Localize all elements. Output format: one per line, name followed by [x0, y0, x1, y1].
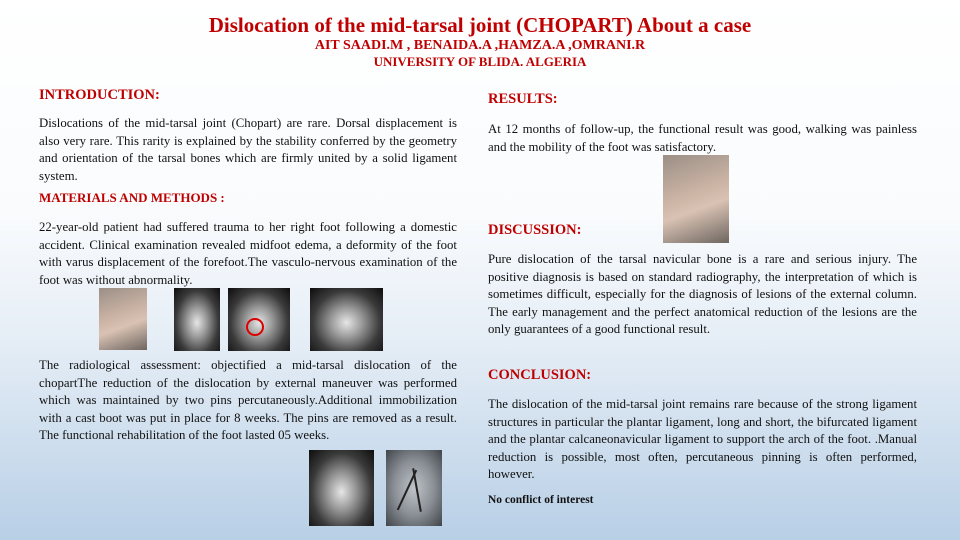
conflict-of-interest-note: No conflict of interest [488, 494, 594, 506]
pin-line [412, 468, 422, 512]
xray-foot-oblique-annotated [228, 288, 290, 351]
red-annotation-marker [246, 318, 264, 336]
conclusion-heading: CONCLUSION: [488, 367, 592, 383]
discussion-text: Pure dislocation of the tarsal navicular bone is a rare and serious injury. The positive diagnosis is based on standard radiography, the interpretation of which is sometimes difficult, especially for the diagnosis of lesions of the external column. The early management and the perfect anatomical reduction of the lesions are the only guarantees of a good functional result. [488, 252, 917, 336]
xray-foot-lateral [174, 288, 220, 351]
followup-photo-feet [663, 155, 729, 243]
poster-affiliation: UNIVERSITY OF BLIDA. ALGERIA [373, 54, 587, 69]
introduction-heading: INTRODUCTION: [39, 87, 160, 103]
poster-authors: AIT SAADI.M , BENAIDA.A ,HAMZA.A ,OMRANI.R [314, 38, 646, 53]
results-heading: RESULTS: [488, 91, 558, 107]
introduction-text: Dislocations of the mid-tarsal joint (Chopart) are rare. Dorsal displacement is also very rare. This rarity is explained by the stability conferred by the geometry and orientation of the tarsal bones which are firmly united by a solid ligament system. [39, 116, 457, 183]
conclusion-text: The dislocation of the mid-tarsal joint remains rare because of the strong ligament structures in particular the plantar ligament, long and short, the bifurcated ligament and the plantar calcaneonavicular ligament to support the arch of the foot. .Manual reduction is possible, most often, percutaneous pinning is often performed, however. [488, 397, 917, 481]
methods-text-1: 22-year-old patient had suffered trauma to her right foot following a domestic accident. Clinical examination revealed midfoot edema, a deformity of the foot with varus displacement of the forefoot.The vasculo-nervous examination of the foot was without abnormality. [39, 220, 457, 287]
discussion-heading: DISCUSSION: [488, 222, 582, 238]
methods-text-2: The radiological assessment: objectified a mid-tarsal dislocation of the chopartThe reduction of the dislocation by external maneuver was performed which was maintained by two pins percutaneously.Additional immobilization with a cast boot was put in place for 8 weeks. The pins are removed as a result. The functional rehabilitation of the foot lasted 05 weeks. [39, 358, 457, 442]
xray-foot-ct-reconstruction [310, 288, 383, 351]
xray-pins-ap [386, 450, 442, 526]
results-text: At 12 months of follow-up, the functional result was good, walking was painless and the mobility of the foot was satisfactory. [488, 122, 917, 154]
poster-title: Dislocation of the mid-tarsal joint (CHOPART) About a case [208, 13, 752, 37]
clinical-photo-foot [99, 288, 147, 350]
methods-heading: MATERIALS AND METHODS : [39, 190, 225, 205]
xray-pins-lateral [309, 450, 374, 526]
